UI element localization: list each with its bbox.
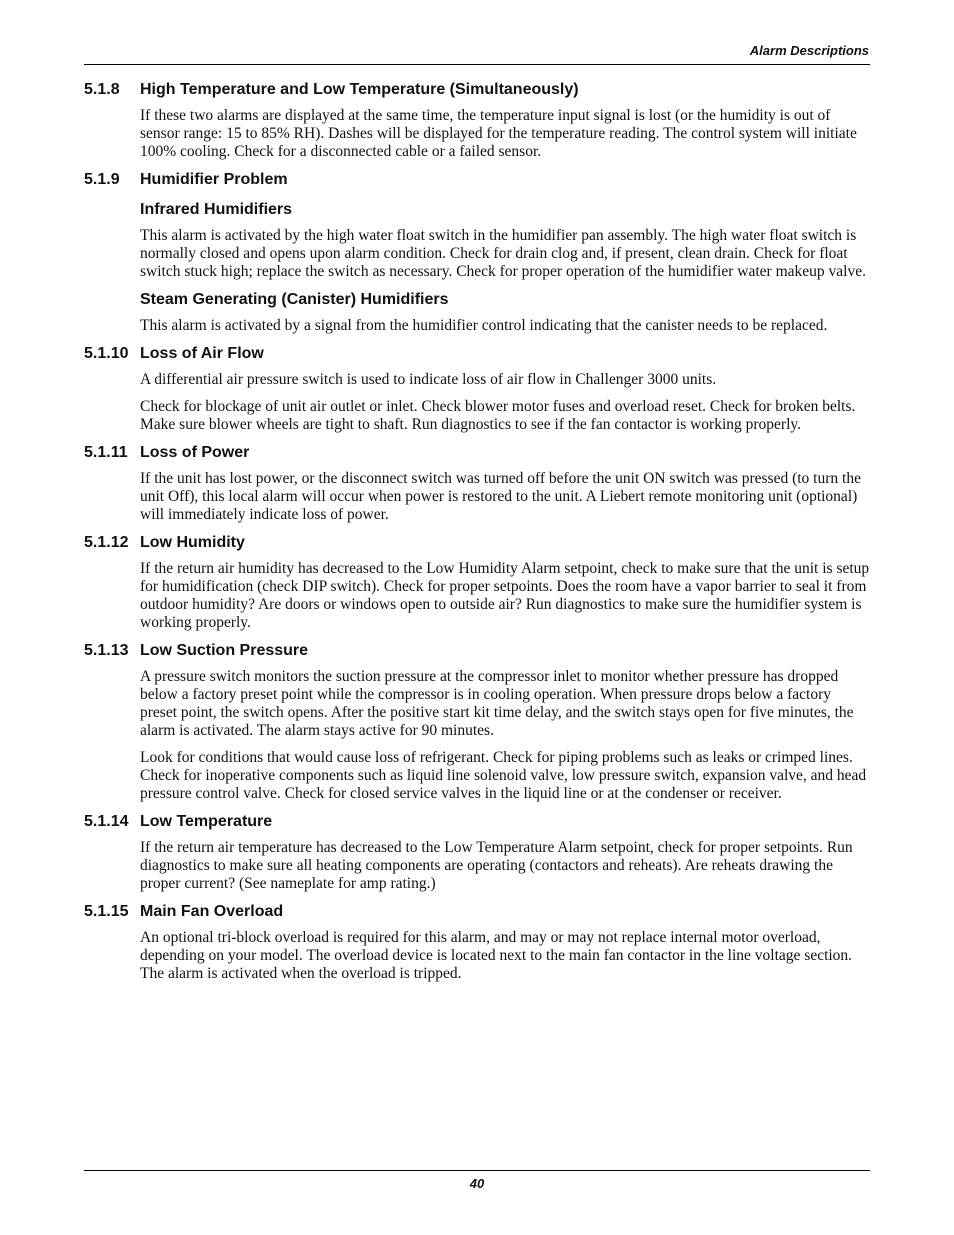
section-heading bbox=[84, 344, 870, 364]
paragraph: A pressure switch monitors the suction pressure at the compressor inlet to monitor whether pressure has dropped below a factory preset point while the compressor is in cooling operation. When pressure drops below a factory preset point, the switch opens. After the positive start kit time delay, and the switch stays open for five minutes, the alarm is activated. The alarm stays active for 90 minutes. bbox=[140, 668, 854, 739]
section-heading bbox=[84, 641, 870, 661]
paragraph: Check for blockage of unit air outlet or inlet. Check blower motor fuses and overload reset. Check for broken belts. Make sure blower wheels are tight to shaft. Run diagnostics to see if the fan contactor is working properly. bbox=[140, 398, 856, 433]
subsection-title: Steam Generating (Canister) Humidifiers bbox=[140, 291, 449, 308]
section-number: 5.1.13 bbox=[84, 642, 129, 659]
footer-rule bbox=[84, 1170, 870, 1171]
paragraph: If the unit has lost power, or the disconnect switch was turned off before the unit ON switch was pressed (to turn the unit Off), this local alarm will occur when power is restored to the unit. A Liebert remote monitoring unit (optional) will immediately indicate loss of power. bbox=[140, 470, 861, 523]
section-number: 5.1.12 bbox=[84, 534, 129, 551]
section-title: Loss of Power bbox=[140, 444, 250, 461]
paragraph: If these two alarms are displayed at the same time, the temperature input signal is lost (or the humidity is out of sensor range: 15 to 85% RH). Dashes will be displayed for the temperature reading. The control system will initiate 100% cooling. Check for a disconnected cable or a failed sensor. bbox=[140, 107, 857, 160]
section-heading bbox=[84, 80, 870, 100]
section-5-1-10 bbox=[84, 344, 870, 434]
paragraph: A differential air pressure switch is used to indicate loss of air flow in Challenger 3000 units. bbox=[140, 371, 717, 388]
header-rule bbox=[84, 64, 870, 65]
section-title: Low Humidity bbox=[140, 534, 245, 551]
section-number: 5.1.15 bbox=[84, 903, 129, 920]
section-title: Main Fan Overload bbox=[140, 903, 284, 920]
paragraph: If the return air temperature has decreased to the Low Temperature Alarm setpoint, check for proper setpoints. Run diagnostics to make sure all heating components are operating (contactors and reheats). Are reheats drawing the proper current? (See nameplate for amp rating.) bbox=[140, 839, 853, 892]
section-5-1-9 bbox=[84, 170, 870, 335]
section-heading bbox=[84, 902, 870, 922]
section-heading bbox=[84, 812, 870, 832]
section-number: 5.1.10 bbox=[84, 345, 129, 362]
section-5-1-12 bbox=[84, 533, 870, 632]
paragraph: This alarm is activated by a signal from the humidifier control indicating that the canister needs to be replaced. bbox=[140, 317, 828, 334]
paragraph: If the return air humidity has decreased to the Low Humidity Alarm setpoint, check to make sure that the unit is setup for humidification (check DIP switch). Check for proper setpoints. Does the room have a vapor barrier to seal it from outdoor humidity? Are doors or windows open to outside air? Run diagnostics to make sure the humidifier system is working properly. bbox=[140, 560, 870, 631]
section-number: 5.1.11 bbox=[84, 444, 128, 461]
page-number: 40 bbox=[469, 1176, 485, 1191]
section-heading bbox=[84, 170, 870, 190]
section-number: 5.1.14 bbox=[84, 813, 129, 830]
section-5-1-11 bbox=[84, 443, 870, 524]
section-title: Low Suction Pressure bbox=[140, 642, 309, 659]
section-5-1-13 bbox=[84, 641, 870, 803]
page-header-title: Alarm Descriptions bbox=[749, 43, 869, 58]
subsection-title: Infrared Humidifiers bbox=[140, 201, 293, 218]
paragraph: This alarm is activated by the high water float switch in the humidifier pan assembly. The high water float switch is normally closed and opens upon alarm condition. Check for drain clog and, if present, clean drain. Check for float switch stuck high; replace the switch as necessary. Check for proper operation of the humidifier water makeup valve. bbox=[140, 227, 866, 280]
section-title: Humidifier Problem bbox=[140, 171, 288, 188]
paragraph: Look for conditions that would cause loss of refrigerant. Check for piping problems such as leaks or crimped lines. Check for inoperative components such as liquid line solenoid valve, low pressure switch, expansion valve, and head pressure control valve. Check for closed service valves in the liquid line or at the condenser or receiver. bbox=[140, 749, 867, 802]
section-title: Low Temperature bbox=[140, 813, 273, 830]
document-body bbox=[84, 80, 870, 992]
section-title: High Temperature and Low Temperature (Simultaneously) bbox=[140, 81, 579, 98]
section-5-1-14 bbox=[84, 812, 870, 893]
section-title: Loss of Air Flow bbox=[140, 345, 264, 362]
section-5-1-15 bbox=[84, 902, 870, 983]
section-heading bbox=[84, 533, 870, 553]
section-5-1-8 bbox=[84, 80, 870, 161]
section-heading bbox=[84, 443, 870, 463]
paragraph: An optional tri-block overload is required for this alarm, and may or may not replace internal motor overload, depending on your model. The overload device is located next to the main fan contactor in the line voltage section. The alarm is activated when the overload is tripped. bbox=[140, 929, 853, 982]
section-number: 5.1.8 bbox=[84, 81, 120, 98]
section-number: 5.1.9 bbox=[84, 171, 120, 188]
